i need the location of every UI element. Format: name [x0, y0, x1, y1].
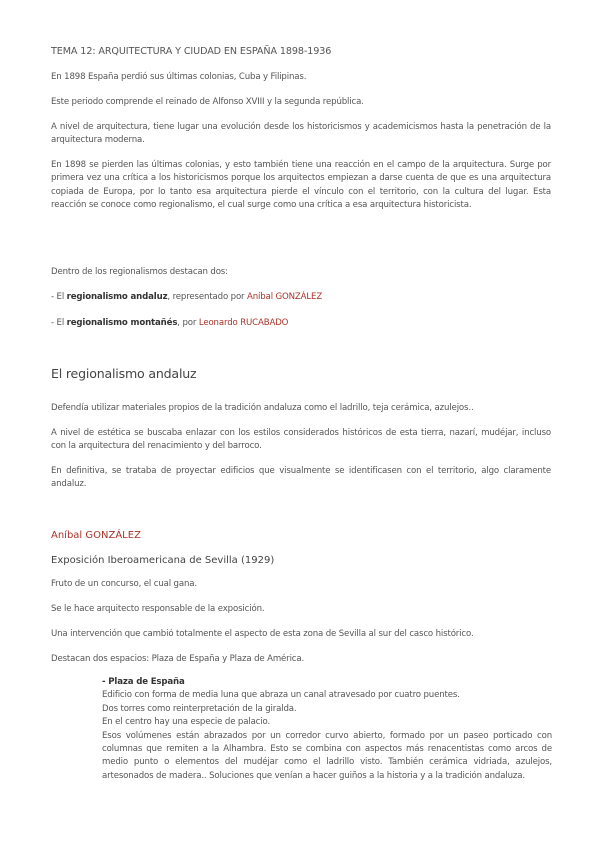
list-item-term: regionalismo andaluz: [66, 292, 168, 302]
intro-paragraph-2: Este periodo comprende el reinado de Alfonso XVIII y la segunda república.: [51, 97, 364, 107]
list-item-connector: , representado por: [167, 292, 248, 302]
andaluz-paragraph-2: A nivel de estética se buscaba enlazar con los estilos considerados históricos de esta tierra, nazarí, mudéjar, incluso con la arquitectura del renacimiento y del barroco.: [51, 428, 551, 452]
plaza-espana-line-2: Dos torres como reinterpretación de la giralda.: [102, 703, 297, 714]
intro-paragraph-4: En 1898 se pierden las últimas colonias, y esto también tiene una reacción en el campo de la arquitectura. Surge por primera vez una crítica a los historicismos porque los arquitectos empiezan a darse cuenta de que es una arquitectura copiada de Europa, por lo tanto esa arquitectura pierde el vínculo con el territorio, con la cultura del lugar. Esta reacción se conoce como regionalismo, el cual surge como una crítica a esa arquitectura historicista.: [51, 160, 551, 211]
list-item-connector: , por: [177, 318, 199, 328]
list-item-prefix: - El: [51, 318, 67, 328]
plaza-espana-block: [102, 676, 552, 783]
regionalisms-intro: Dentro de los regionalismos destacan dos:: [51, 267, 228, 277]
exposition-heading: Exposición Iberoamericana de Sevilla (1929): [51, 555, 275, 566]
andaluz-paragraph-1: Defendía utilizar materiales propios de la tradición andaluza como el ladrillo, teja cerámica, azulejos..: [51, 403, 474, 413]
exposition-paragraph-4: Destacan dos espacios: Plaza de España y Plaza de América.: [51, 654, 305, 664]
document-title: TEMA 12: ARQUITECTURA Y CIUDAD EN ESPAÑA 1898-1936: [51, 46, 332, 57]
section-heading-regionalismo-andaluz: El regionalismo andaluz: [51, 366, 197, 381]
list-item-term: regionalismo montañés: [66, 318, 178, 328]
exposition-paragraph-3: Una intervención que cambió totalmente el aspecto de esta zona de Sevilla al sur del casco histórico.: [51, 629, 474, 639]
plaza-espana-line-4: Esos volúmenes están abrazados por un corredor curvo abierto, formado por un paseo porticado con columnas que remiten a la Alhambra. Esto se combina con aspectos más renacentistas como arcos de medio punto o elementos del mudéjar como el ladrillo visto. También cerámica vidriada, azulejos, artesonados de madera.. Soluciones que venían a hacer guiños a la historia y a la tradición andaluza.: [102, 730, 552, 781]
list-item-andaluz: [51, 291, 551, 304]
intro-paragraph-1: En 1898 España perdió sus últimas colonias, Cuba y Filipinas.: [51, 72, 307, 82]
architect-name: Leonardo RUCABADO: [198, 318, 289, 328]
list-item-prefix: - El: [51, 292, 67, 302]
list-item-montanes: [51, 317, 551, 330]
exposition-paragraph-2: Se le hace arquitecto responsable de la exposición.: [51, 604, 265, 614]
intro-paragraph-3: A nivel de arquitectura, tiene lugar una evolución desde los historicismos y academicismos hasta la penetración de la arquitectura moderna.: [51, 122, 551, 146]
andaluz-paragraph-3: En definitiva, se trataba de proyectar edificios que visualmente se identificasen con el territorio, algo claramente andaluz.: [51, 466, 551, 490]
plaza-espana-line-3: En el centro hay una especie de palacio.: [102, 717, 271, 728]
exposition-paragraph-1: Fruto de un concurso, el cual gana.: [51, 579, 197, 589]
architect-name: Aníbal GONZÁLEZ: [247, 292, 323, 302]
architect-heading: Aníbal GONZÁLEZ: [51, 530, 141, 541]
plaza-espana-title: - Plaza de España: [102, 677, 185, 687]
plaza-espana-line-1: Edificio con forma de media luna que abraza un canal atravesado por cuatro puentes.: [102, 690, 460, 701]
